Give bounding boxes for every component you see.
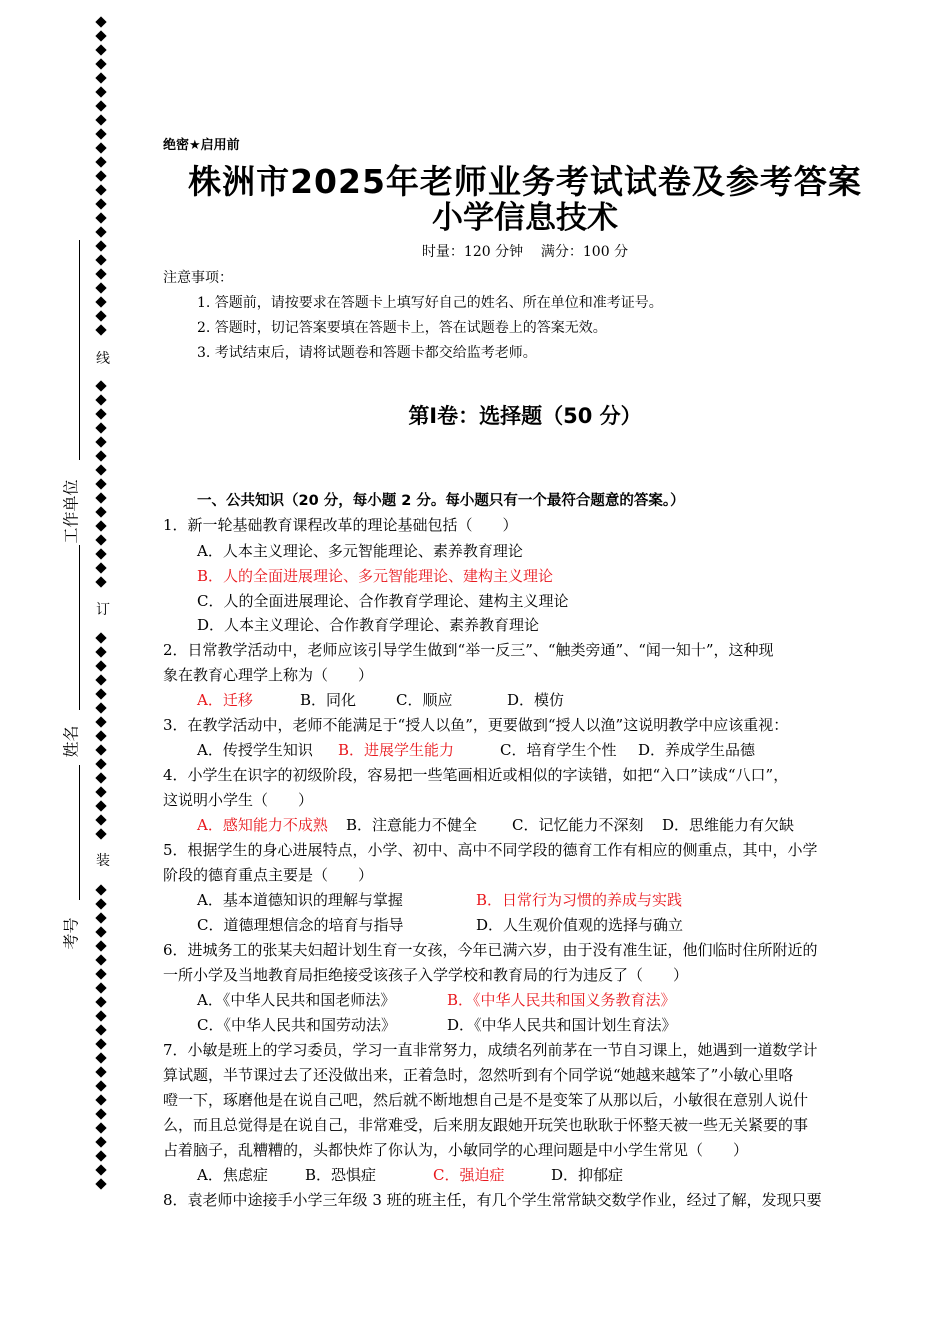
binding-diamond bbox=[95, 1108, 106, 1119]
question-3-stem: 3．在教学活动中，老师不能满足于“授人以鱼”，更要做到“授人以渔”这说明教学中应该重视： bbox=[163, 716, 789, 734]
question-7-stem-cont: 算试题，半节课过去了还没做出来，正着急时，忽然听到有个同学说“她越来越笨了”小敏心里咯 bbox=[163, 1066, 794, 1084]
question-5-stem-cont: 阶段的德育重点主要是（ ） bbox=[163, 866, 374, 884]
exam-no-label: 考号 bbox=[61, 917, 81, 950]
q3-option-d: D．养成学生品德 bbox=[638, 741, 756, 759]
question-7-stem-cont: 占着脑子，乱糟糟的，头都快炸了你认为，小敏同学的心理问题是中小学生常见（ ） bbox=[163, 1141, 749, 1159]
binding-diamond bbox=[95, 534, 106, 545]
binding-diamond bbox=[95, 1080, 106, 1091]
binding-diamond bbox=[95, 1066, 106, 1077]
q7-option-b: B．恐惧症 bbox=[305, 1166, 377, 1184]
binding-diamond bbox=[95, 212, 106, 223]
binding-diamond bbox=[95, 1094, 106, 1105]
binding-word-xian: 线 bbox=[92, 349, 114, 369]
question-1-stem: 1．新一轮基础教育课程改革的理论基础包括（ ） bbox=[163, 516, 518, 534]
binding-diamond bbox=[95, 464, 106, 475]
binding-margin bbox=[92, 14, 114, 1184]
question-7-stem-cont: 么，而且总觉得是在说自己，非常难受，后来朋友跟她开玩笑也耿耿于怀整天被一些无关紧要的事 bbox=[163, 1116, 809, 1134]
binding-diamond bbox=[95, 828, 106, 839]
q1-option-d: D．人本主义理论、合作教育学理论、素养教育理论 bbox=[197, 616, 540, 634]
binding-diamond bbox=[95, 156, 106, 167]
q3-option-a: A．传授学生知识 bbox=[197, 741, 313, 759]
binding-word-ding: 订 bbox=[92, 600, 114, 620]
q5-option-c: C．道德理想信念的培育与指导 bbox=[197, 916, 404, 934]
binding-diamond bbox=[95, 646, 106, 657]
question-8-stem: 8．袁老师中途接手小学三年级 3 班的班主任，有几个学生常常缺交数学作业，经过了解，发现只要 bbox=[163, 1191, 822, 1209]
q4-option-c: C．记忆能力不深刻 bbox=[512, 816, 644, 834]
q3-option-b-answer: B．进展学生能力 bbox=[338, 741, 455, 759]
note-item: 3. 考试结束后，请将试题卷和答题卡都交给监考老师。 bbox=[197, 345, 537, 361]
q2-option-c: C．顺应 bbox=[396, 691, 453, 709]
binding-diamond bbox=[95, 282, 106, 293]
binding-diamond bbox=[95, 884, 106, 895]
binding-diamond bbox=[95, 548, 106, 559]
question-2-stem: 2．日常教学活动中，老师应该引导学生做到“举一反三”、“触类旁通”、“闻一知十”，这种现 bbox=[163, 641, 774, 659]
q6-option-d: D．《中华人民共和国计划生育法》 bbox=[447, 1016, 677, 1034]
question-6-stem-cont: 一所小学及当地教育局拒绝接受该孩子入学学校和教育局的行为违反了（ ） bbox=[163, 966, 689, 984]
work-unit-line bbox=[79, 240, 80, 460]
question-5-stem: 5．根据学生的身心进展特点，小学、初中、高中不同学段的德育工作有相应的侧重点，其中，小学 bbox=[163, 841, 818, 859]
binding-diamond bbox=[95, 254, 106, 265]
binding-diamond bbox=[95, 688, 106, 699]
binding-diamond bbox=[95, 576, 106, 587]
binding-diamond bbox=[95, 1010, 106, 1021]
binding-diamond bbox=[95, 422, 106, 433]
question-6-stem: 6．进城务工的张某夫妇超计划生育一女孩，今年已满六岁，由于没有准生证，他们临时住所附近的 bbox=[163, 941, 818, 959]
q4-option-d: D．思维能力有欠缺 bbox=[662, 816, 795, 834]
secret-mark: 绝密★启用前 bbox=[163, 138, 240, 153]
binding-diamond bbox=[95, 1178, 106, 1189]
binding-diamond bbox=[95, 184, 106, 195]
note-item: 2. 答题时，切记答案要填在答题卡上，答在试题卷上的答案无效。 bbox=[197, 320, 607, 336]
binding-diamond bbox=[95, 310, 106, 321]
question-2-stem-cont: 象在教育心理学上称为（ ） bbox=[163, 666, 374, 684]
binding-diamond bbox=[95, 786, 106, 797]
binding-diamond bbox=[95, 926, 106, 937]
binding-diamond bbox=[95, 436, 106, 447]
q1-option-a: A．人本主义理论、多元智能理论、素养教育理论 bbox=[197, 542, 523, 560]
binding-diamond bbox=[95, 674, 106, 685]
binding-diamond bbox=[95, 982, 106, 993]
exam-title: 株洲市2025年老师业务考试试卷及参考答案 bbox=[188, 162, 862, 201]
q3-option-c: C．培育学生个性 bbox=[500, 741, 617, 759]
binding-diamond bbox=[95, 30, 106, 41]
binding-diamond bbox=[95, 268, 106, 279]
binding-diamond bbox=[95, 198, 106, 209]
binding-diamond bbox=[95, 1024, 106, 1035]
binding-diamond bbox=[95, 772, 106, 783]
binding-diamond bbox=[95, 1150, 106, 1161]
name-label: 姓名 bbox=[61, 725, 81, 758]
binding-diamond bbox=[95, 744, 106, 755]
binding-diamond bbox=[95, 240, 106, 251]
binding-diamond bbox=[95, 702, 106, 713]
binding-diamond bbox=[95, 520, 106, 531]
binding-diamond bbox=[95, 506, 106, 517]
binding-diamond bbox=[95, 814, 106, 825]
time-info: 时量：120 分钟 满分：100 分 bbox=[421, 244, 629, 260]
binding-diamond bbox=[95, 380, 106, 391]
binding-diamond bbox=[95, 632, 106, 643]
binding-diamond bbox=[95, 1052, 106, 1063]
binding-diamond bbox=[95, 394, 106, 405]
binding-diamond bbox=[95, 996, 106, 1007]
binding-diamond bbox=[95, 758, 106, 769]
exam-subtitle: 小学信息技术 bbox=[432, 200, 618, 236]
binding-diamond bbox=[95, 562, 106, 573]
binding-diamond bbox=[95, 408, 106, 419]
binding-diamond bbox=[95, 324, 106, 335]
binding-diamond bbox=[95, 898, 106, 909]
q7-option-a: A．焦虑症 bbox=[197, 1166, 268, 1184]
binding-diamond bbox=[95, 114, 106, 125]
work-unit-label: 工作单位 bbox=[61, 479, 81, 544]
binding-diamond bbox=[95, 170, 106, 181]
q6-option-a: A．《中华人民共和国老师法》 bbox=[197, 991, 396, 1009]
question-4-stem-cont: 这说明小学生（ ） bbox=[163, 791, 314, 809]
question-7-stem: 7．小敏是班上的学习委员，学习一直非常努力，成绩名列前茅在一节自习课上，她遇到一道数学计 bbox=[163, 1041, 818, 1059]
q5-option-b-answer: B．日常行为习惯的养成与实践 bbox=[476, 891, 683, 909]
q5-option-a: A．基本道德知识的理解与掌握 bbox=[197, 891, 403, 909]
binding-diamond bbox=[95, 1164, 106, 1175]
binding-word-zhuang: 装 bbox=[92, 851, 114, 871]
note-item: 1. 答题前，请按要求在答题卡上填写好自己的姓名、所在单位和准考证号。 bbox=[197, 295, 663, 311]
binding-diamond bbox=[95, 660, 106, 671]
binding-diamond bbox=[95, 72, 106, 83]
binding-diamond bbox=[95, 968, 106, 979]
q2-option-a-answer: A．迁移 bbox=[197, 691, 253, 709]
notes-heading: 注意事项： bbox=[163, 270, 233, 286]
binding-diamond bbox=[95, 800, 106, 811]
part-title: 一、公共知识（20 分，每小题 2 分。每小题只有一个最符合题意的答案。） bbox=[197, 493, 685, 509]
binding-diamond bbox=[95, 730, 106, 741]
binding-diamond bbox=[95, 226, 106, 237]
binding-diamond bbox=[95, 100, 106, 111]
q4-option-a-answer: A．感知能力不成熟 bbox=[197, 816, 328, 834]
binding-diamond bbox=[95, 16, 106, 27]
binding-diamond bbox=[95, 86, 106, 97]
q1-option-b-answer: B．人的全面进展理论、多元智能理论、建构主义理论 bbox=[197, 567, 554, 585]
q6-option-b-answer: B．《中华人民共和国义务教育法》 bbox=[447, 991, 676, 1009]
binding-diamond bbox=[95, 450, 106, 461]
binding-diamond bbox=[95, 142, 106, 153]
binding-diamond bbox=[95, 1136, 106, 1147]
q2-option-b: B．同化 bbox=[300, 691, 357, 709]
binding-diamond bbox=[95, 58, 106, 69]
binding-diamond bbox=[95, 912, 106, 923]
binding-diamond bbox=[95, 1122, 106, 1133]
binding-diamond bbox=[95, 44, 106, 55]
q2-option-d: D．模仿 bbox=[507, 691, 565, 709]
section-title: 第Ⅰ卷：选择题（50 分） bbox=[408, 404, 642, 428]
binding-diamond bbox=[95, 1038, 106, 1049]
binding-diamond bbox=[95, 954, 106, 965]
q4-option-b: B．注意能力不健全 bbox=[346, 816, 478, 834]
q1-option-c: C．人的全面进展理论、合作教育学理论、建构主义理论 bbox=[197, 592, 569, 610]
binding-diamond bbox=[95, 940, 106, 951]
q6-option-c: C．《中华人民共和国劳动法》 bbox=[197, 1016, 396, 1034]
question-7-stem-cont: 噔一下，琢磨他是在说自己吧，然后就不断地想自己是不是变笨了从那以后，小敏很在意别人说什 bbox=[163, 1091, 809, 1109]
q5-option-d: D．人生观价值观的选择与确立 bbox=[476, 916, 684, 934]
binding-diamond bbox=[95, 716, 106, 727]
binding-diamond bbox=[95, 296, 106, 307]
binding-diamond bbox=[95, 492, 106, 503]
name-line bbox=[79, 545, 80, 710]
exam-no-line bbox=[79, 765, 80, 900]
binding-diamond bbox=[95, 128, 106, 139]
binding-diamond bbox=[95, 478, 106, 489]
q7-option-d: D．抑郁症 bbox=[551, 1166, 624, 1184]
question-4-stem: 4．小学生在识字的初级阶段，容易把一些笔画相近或相似的字读错，如把“入口”读成“八口”， bbox=[163, 766, 789, 784]
q7-option-c-answer: C．强迫症 bbox=[433, 1166, 505, 1184]
